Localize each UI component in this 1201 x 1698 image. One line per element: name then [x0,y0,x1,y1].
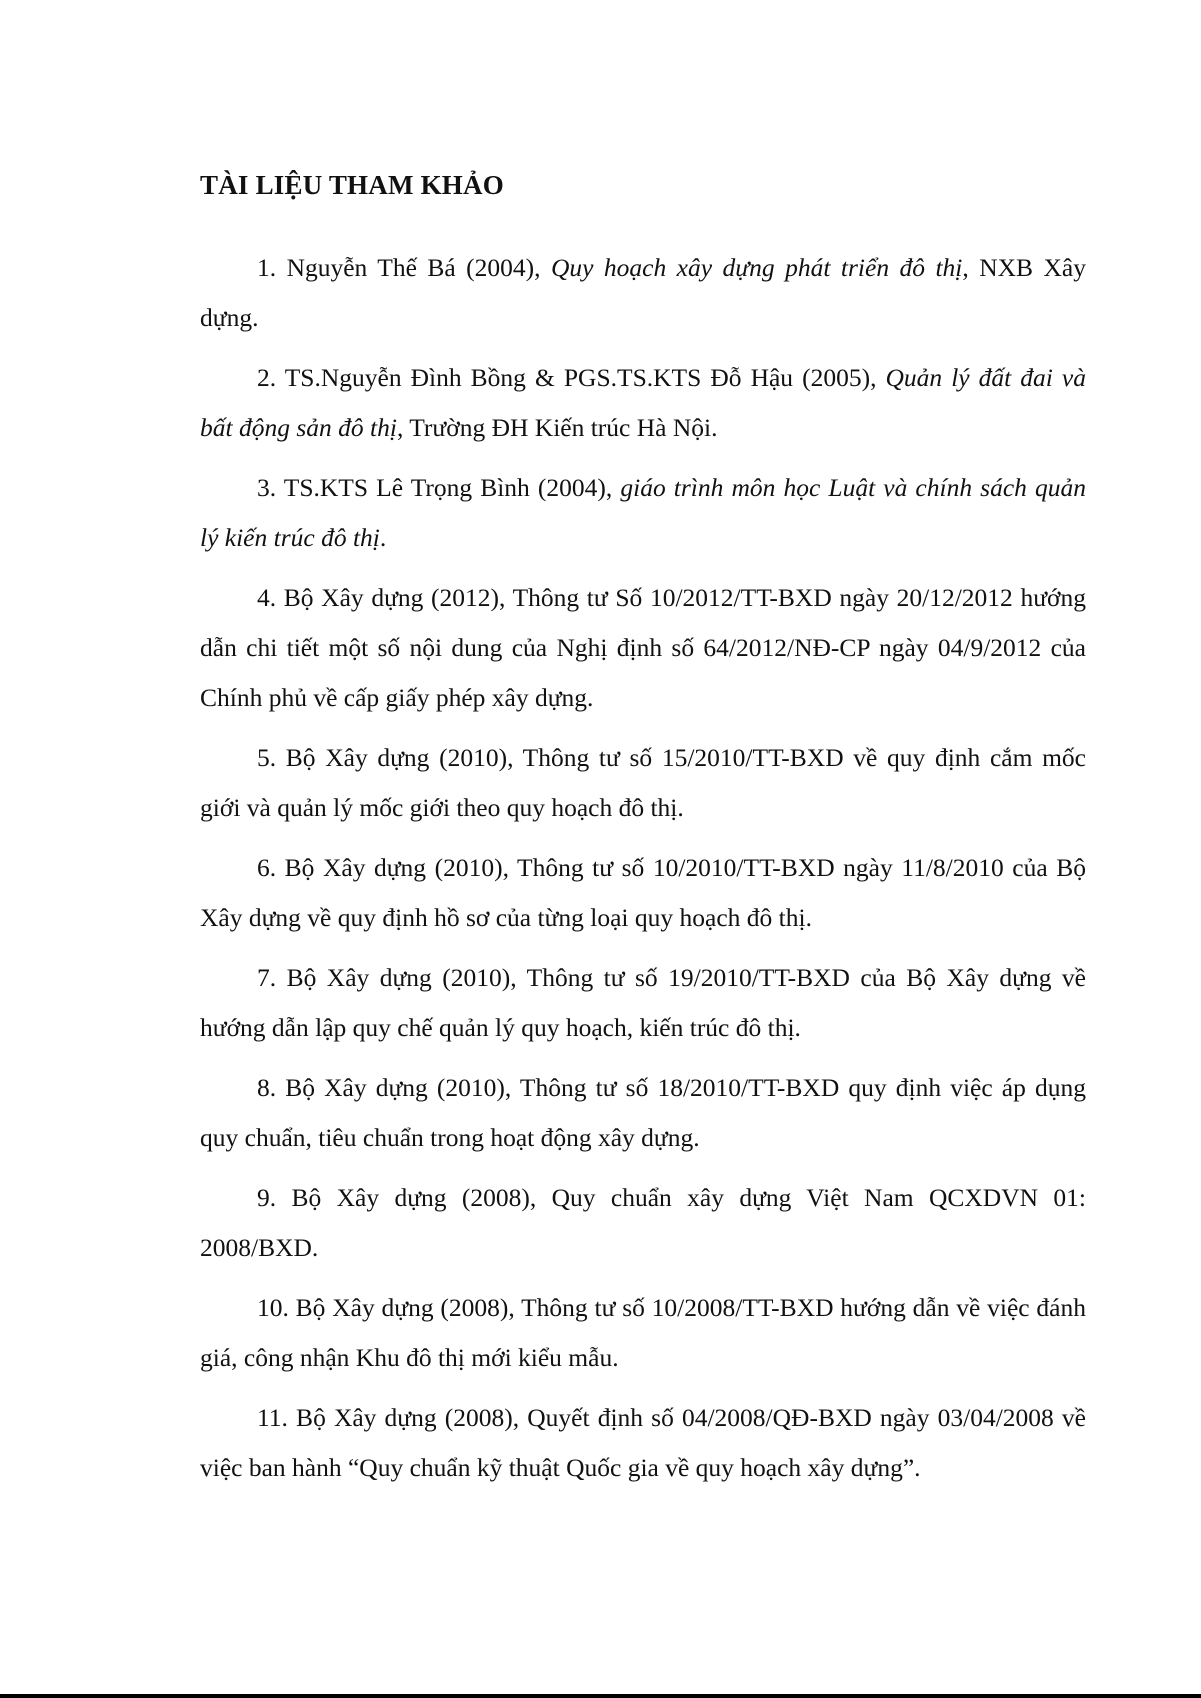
reference-item-5 [200,733,1086,833]
page-heading: TÀI LIỆU THAM KHẢO [200,170,504,200]
reference-text: 6. Bộ Xây dựng (2010), Thông tư số 10/2010/TT-BXD ngày 11/8/2010 của Bộ Xây dựng về quy định hồ sơ của từng loại quy hoạch đô thị. [200,853,1086,932]
reference-title: Quy hoạch xây dựng phát triển đô thị [550,253,963,282]
reference-text: 8. Bộ Xây dựng (2010), Thông tư số 18/2010/TT-BXD quy định việc áp dụng quy chuẩn, tiêu chuẩn trong hoạt động xây dựng. [200,1073,1086,1152]
reference-item-2 [200,353,1086,453]
reference-item-6 [200,843,1086,943]
reference-text: 9. Bộ Xây dựng (2008), Quy chuẩn xây dựng Việt Nam QCXDVN 01: 2008/BXD. [200,1183,1086,1262]
reference-text: 7. Bộ Xây dựng (2010), Thông tư số 19/2010/TT-BXD của Bộ Xây dựng về hướng dẫn lập quy chế quản lý quy hoạch, kiến trúc đô thị. [200,963,1086,1042]
reference-tail: , Trường ĐH Kiến trúc Hà Nội. [396,413,718,442]
reference-text: 3. TS.KTS Lê Trọng Bình (2004), [257,473,621,502]
reference-item-8 [200,1063,1086,1163]
reference-item-1 [200,243,1086,343]
reference-item-10 [200,1283,1086,1383]
reference-tail: , NXB Xây dựng. [200,253,1087,332]
reference-item-11 [200,1393,1086,1493]
page-bottom-border [0,1694,1201,1698]
reference-title: giáo trình môn học Luật và chính sách quản lý kiến trúc đô thị [200,473,1087,552]
reference-tail: . [379,523,387,552]
reference-item-4 [200,573,1086,723]
reference-text: 4. Bộ Xây dựng (2012), Thông tư Số 10/2012/TT-BXD ngày 20/12/2012 hướng dẫn chi tiết một số nội dung của Nghị định số 64/2012/NĐ-CP ngày 04/9/2012 của Chính phủ về cấp giấy phép xây dựng. [200,583,1086,712]
reference-text: 10. Bộ Xây dựng (2008), Thông tư số 10/2008/TT-BXD hướng dẫn về việc đánh giá, công nhận Khu đô thị mới kiểu mẫu. [200,1293,1086,1372]
reference-text: 11. Bộ Xây dựng (2008), Quyết định số 04/2008/QĐ-BXD ngày 03/04/2008 về việc ban hành “Quy chuẩn kỹ thuật Quốc gia về quy hoạch xây dựng”. [200,1403,1086,1482]
reference-text: 1. Nguyễn Thế Bá (2004), [257,253,551,282]
reference-text: 2. TS.Nguyễn Đình Bồng & PGS.TS.KTS Đỗ Hậu (2005), [257,363,886,392]
reference-item-7 [200,953,1086,1053]
reference-list [200,243,1086,1503]
reference-title: Quản lý đất đai và bất động sản đô thị [200,363,1087,442]
reference-text: 5. Bộ Xây dựng (2010), Thông tư số 15/2010/TT-BXD về quy định cắm mốc giới và quản lý mốc giới theo quy hoạch đô thị. [200,743,1086,822]
reference-item-9 [200,1173,1086,1273]
reference-item-3 [200,463,1086,563]
